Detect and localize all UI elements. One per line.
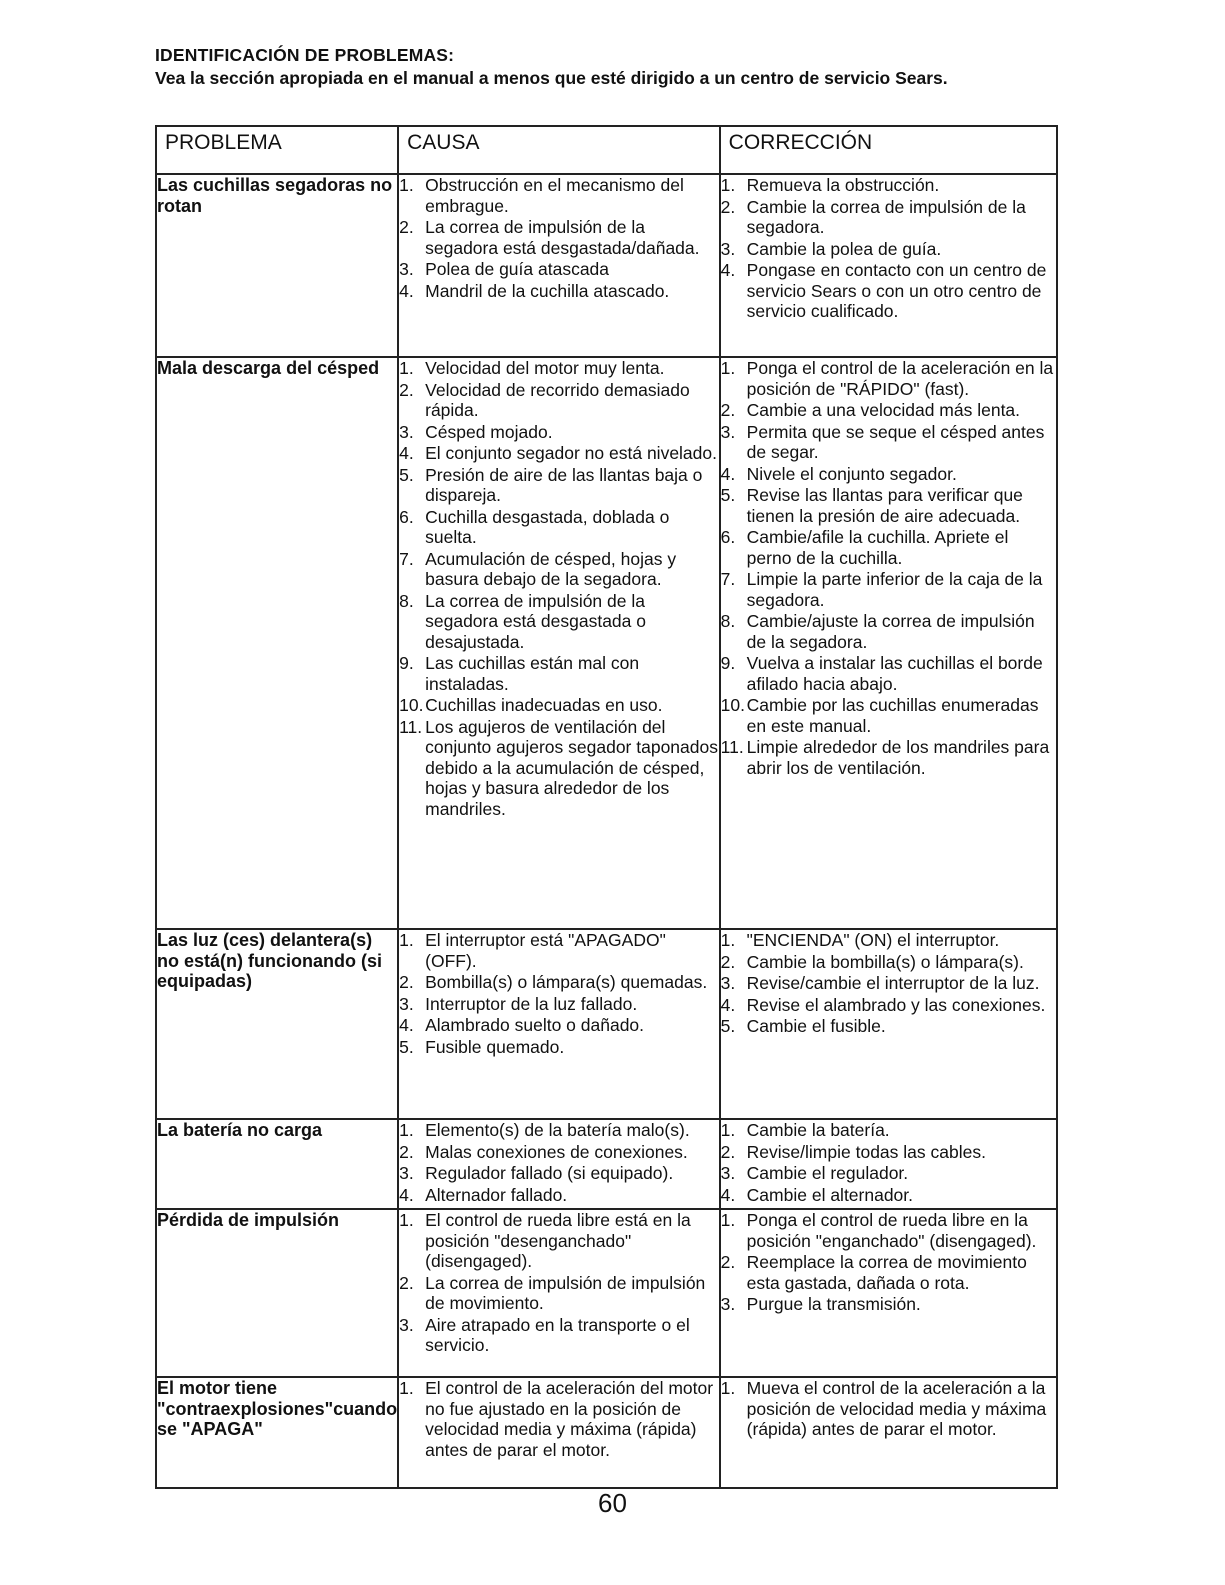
item-number: 2. bbox=[399, 1272, 414, 1293]
item-text: Cambie el regulador. bbox=[746, 1163, 909, 1183]
item-text: Nivele el conjunto segador. bbox=[746, 463, 957, 484]
correction-item bbox=[721, 197, 1056, 238]
item-number: 6. bbox=[720, 527, 736, 547]
item-text: La correa de impulsión de impulsión de movimiento. bbox=[425, 1272, 706, 1313]
item-text: Los agujeros de ventilación del conjunto agujeros segador taponados debido a la acumulación de césped, hojas y basura alrededor de los mandriles. bbox=[425, 716, 718, 819]
item-text: Limpie la parte inferior de la caja de la segadora. bbox=[746, 569, 1043, 610]
item-text: La correa de impulsión de la segadora está desgastada/dañada. bbox=[425, 217, 700, 258]
item-text: Malas conexiones de conexiones. bbox=[425, 1141, 688, 1162]
item-text: Polea de guía atascada bbox=[425, 259, 610, 279]
item-number: 2. bbox=[720, 196, 736, 217]
item-number: 11. bbox=[720, 737, 744, 757]
cause-item bbox=[399, 1163, 719, 1184]
cause-item bbox=[399, 717, 719, 820]
item-number: 4. bbox=[399, 280, 414, 301]
correction-item bbox=[721, 1185, 1056, 1206]
cause-item bbox=[399, 465, 719, 506]
item-text: Cambie/ajuste la correa de impulsión de la segadora. bbox=[746, 611, 1035, 652]
cause-item bbox=[399, 549, 719, 590]
item-number: 1. bbox=[720, 930, 736, 950]
item-number: 10. bbox=[399, 695, 424, 715]
item-text: Vuelva a instalar las cuchillas el borde afilado hacia abajo. bbox=[746, 653, 1043, 694]
table-row bbox=[156, 357, 1057, 929]
item-text: El conjunto segador no está nivelado. bbox=[425, 443, 717, 463]
correction-cell bbox=[720, 1119, 1057, 1209]
correction-item bbox=[721, 737, 1056, 778]
item-text: Acumulación de césped, hojas y basura debajo de la segadora. bbox=[425, 548, 677, 589]
item-text: Fusible quemado. bbox=[425, 1036, 565, 1057]
item-text: Revise el alambrado y las conexiones. bbox=[746, 994, 1046, 1015]
item-text: Cambie la correa de impulsión de la segadora. bbox=[746, 196, 1026, 237]
cause-item bbox=[399, 1037, 719, 1058]
item-text: Cuchillas inadecuadas en uso. bbox=[425, 695, 663, 715]
item-text: El control de rueda libre está en la posición "desenganchado" (disengaged). bbox=[425, 1210, 691, 1271]
item-number: 5. bbox=[399, 464, 414, 485]
item-text: Ponga el control de la aceleración en la posición de "RÁPIDO" (fast). bbox=[746, 358, 1054, 399]
section-subtitle: Vea la sección apropiada en el manual a menos que esté dirigido a un centro de servicio Sears. bbox=[155, 68, 948, 88]
correction-item bbox=[721, 358, 1056, 399]
item-text: Cambie por las cuchillas enumeradas en este manual. bbox=[746, 695, 1039, 736]
item-number: 10. bbox=[720, 695, 745, 715]
page-number: 60 bbox=[598, 1488, 627, 1518]
item-number: 2. bbox=[720, 1141, 736, 1162]
cause-cell bbox=[398, 357, 720, 929]
correction-item bbox=[721, 1378, 1056, 1440]
correction-item bbox=[721, 527, 1056, 568]
cause-item bbox=[399, 1120, 719, 1141]
item-number: 3. bbox=[720, 421, 736, 442]
problem-cell: La batería no carga bbox=[156, 1119, 398, 1209]
item-number: 2. bbox=[720, 400, 736, 420]
problem-cell: Pérdida de impulsión bbox=[156, 1209, 398, 1377]
item-text: Bombilla(s) o lámpara(s) quemadas. bbox=[425, 972, 708, 992]
item-text: Limpie alrededor de los mandriles para abrir los de ventilación. bbox=[746, 737, 1050, 778]
correction-cell bbox=[720, 929, 1057, 1119]
table-row bbox=[156, 1119, 1057, 1209]
table-row bbox=[156, 929, 1057, 1119]
problem-cell: Las cuchillas segadoras no rotan bbox=[156, 174, 398, 357]
correction-item bbox=[721, 400, 1056, 421]
cause-item bbox=[399, 930, 719, 971]
item-number: 1. bbox=[720, 1120, 736, 1140]
cause-item bbox=[399, 1273, 719, 1314]
item-text: Las cuchillas están mal con instaladas. bbox=[425, 653, 640, 694]
cause-item bbox=[399, 972, 719, 993]
item-number: 1. bbox=[399, 1210, 414, 1230]
cause-item bbox=[399, 217, 719, 258]
item-number: 3. bbox=[720, 1294, 736, 1314]
cause-item bbox=[399, 281, 719, 302]
item-text: Cambie la polea de guía. bbox=[746, 238, 942, 259]
item-number: 4. bbox=[399, 443, 414, 463]
correction-item bbox=[721, 239, 1056, 260]
column-header-problema: PROBLEMA bbox=[156, 126, 398, 174]
item-number: 2. bbox=[720, 951, 736, 972]
cause-item bbox=[399, 1185, 719, 1206]
item-text: Interruptor de la luz fallado. bbox=[425, 993, 638, 1014]
cause-item bbox=[399, 380, 719, 421]
correction-item bbox=[721, 695, 1056, 736]
item-text: Revise/cambie el interruptor de la luz. bbox=[746, 973, 1040, 993]
item-number: 4. bbox=[720, 1184, 736, 1205]
cause-item bbox=[399, 591, 719, 653]
item-text: Velocidad del motor muy lenta. bbox=[425, 358, 665, 378]
correction-cell bbox=[720, 1209, 1057, 1377]
item-text: Cambie a una velocidad más lenta. bbox=[746, 400, 1021, 420]
correction-item bbox=[721, 1252, 1056, 1293]
item-text: Cambie el alternador. bbox=[746, 1184, 914, 1205]
item-text: Reemplace la correa de movimiento esta gastada, dañada o rota. bbox=[746, 1252, 1027, 1293]
problem-cell: Mala descarga del césped bbox=[156, 357, 398, 929]
item-number: 3. bbox=[399, 421, 414, 442]
item-number: 1. bbox=[399, 1120, 414, 1140]
item-number: 4. bbox=[720, 463, 736, 484]
item-text: Obstrucción en el mecanismo del embrague. bbox=[425, 175, 684, 216]
item-number: 5. bbox=[399, 1036, 414, 1057]
item-text: Cuchilla desgastada, doblada o suelta. bbox=[425, 506, 670, 547]
item-text: Velocidad de recorrido demasiado rápida. bbox=[425, 379, 690, 420]
item-text: El control de la aceleración del motor no fue ajustado en la posición de velocidad media y máxima (rápida) antes de parar el motor. bbox=[425, 1378, 714, 1460]
cause-item bbox=[399, 1210, 719, 1272]
correction-item bbox=[721, 1210, 1056, 1251]
item-number: 4. bbox=[720, 260, 736, 280]
correction-item bbox=[721, 930, 1056, 951]
correction-item bbox=[721, 569, 1056, 610]
item-number: 3. bbox=[399, 1163, 414, 1183]
item-text: "ENCIENDA" (ON) el interruptor. bbox=[746, 930, 1000, 950]
item-text: Pongase en contacto con un centro de servicio Sears o con un otro centro de servicio cualificado. bbox=[746, 260, 1047, 321]
correction-item bbox=[721, 1120, 1056, 1141]
item-number: 4. bbox=[399, 1184, 414, 1205]
cause-cell bbox=[398, 929, 720, 1119]
item-number: 3. bbox=[399, 259, 414, 279]
item-number: 1. bbox=[399, 1378, 414, 1398]
item-text: Cambie/afile la cuchilla. Apriete el perno de la cuchilla. bbox=[746, 527, 1009, 568]
correction-cell bbox=[720, 357, 1057, 929]
item-number: 5. bbox=[720, 485, 736, 505]
item-number: 2. bbox=[399, 379, 414, 400]
cause-item bbox=[399, 1378, 719, 1460]
item-number: 2. bbox=[399, 1141, 414, 1162]
item-number: 4. bbox=[399, 1015, 414, 1035]
correction-item bbox=[721, 973, 1056, 994]
item-number: 1. bbox=[720, 358, 736, 378]
item-number: 3. bbox=[720, 973, 736, 993]
correction-item bbox=[721, 260, 1056, 322]
table-header-row bbox=[156, 126, 1057, 174]
item-number: 6. bbox=[399, 506, 414, 527]
correction-cell bbox=[720, 1377, 1057, 1488]
item-number: 3. bbox=[399, 993, 414, 1014]
section-title: IDENTIFICACIÓN DE PROBLEMAS: bbox=[155, 45, 455, 65]
correction-item bbox=[721, 175, 1056, 196]
item-text: Revise las llantas para verificar que tienen la presión de aire adecuada. bbox=[746, 485, 1023, 526]
item-text: Cambie el fusible. bbox=[746, 1016, 886, 1036]
item-number: 4. bbox=[720, 994, 736, 1015]
item-text: Césped mojado. bbox=[425, 421, 553, 442]
item-text: Cambie la bombilla(s) o lámpara(s). bbox=[746, 951, 1024, 972]
item-number: 11. bbox=[399, 716, 423, 737]
cause-cell bbox=[398, 174, 720, 357]
item-text: Purgue la transmisión. bbox=[746, 1294, 921, 1314]
cause-item bbox=[399, 358, 719, 379]
cause-item bbox=[399, 422, 719, 443]
item-number: 1. bbox=[399, 175, 414, 195]
item-text: Presión de aire de las llantas baja o dispareja. bbox=[425, 464, 703, 505]
item-number: 3. bbox=[399, 1314, 414, 1335]
item-number: 1. bbox=[399, 358, 414, 378]
cause-item bbox=[399, 1142, 719, 1163]
item-text: Revise/limpie todas las cables. bbox=[746, 1141, 986, 1162]
item-number: 3. bbox=[720, 238, 736, 259]
item-number: 8. bbox=[399, 590, 414, 611]
item-text: Elemento(s) de la batería malo(s). bbox=[425, 1120, 690, 1140]
cause-item bbox=[399, 1315, 719, 1356]
correction-item bbox=[721, 952, 1056, 973]
item-number: 2. bbox=[399, 217, 414, 237]
item-number: 3. bbox=[720, 1163, 736, 1183]
item-text: Ponga el control de rueda libre en la posición "enganchado" (disengaged). bbox=[746, 1210, 1037, 1251]
correction-item bbox=[721, 653, 1056, 694]
item-number: 9. bbox=[399, 653, 414, 673]
correction-item bbox=[721, 464, 1056, 485]
item-number: 7. bbox=[399, 548, 414, 569]
item-text: El interruptor está "APAGADO" (OFF). bbox=[425, 930, 666, 971]
item-text: Permita que se seque el césped antes de segar. bbox=[746, 421, 1045, 462]
item-text: Cambie la batería. bbox=[746, 1120, 890, 1140]
correction-item bbox=[721, 485, 1056, 526]
correction-item bbox=[721, 1294, 1056, 1315]
item-text: Mandril de la cuchilla atascado. bbox=[425, 280, 670, 301]
correction-item bbox=[721, 1016, 1056, 1037]
item-number: 1. bbox=[720, 175, 736, 195]
item-number: 1. bbox=[720, 1210, 736, 1230]
item-text: Regulador fallado (si equipado). bbox=[425, 1163, 674, 1183]
cause-item bbox=[399, 1015, 719, 1036]
cause-cell bbox=[398, 1119, 720, 1209]
item-text: Alternador fallado. bbox=[425, 1184, 568, 1205]
problem-cell: Las luz (ces) delantera(s) no está(n) funcionando (si equipadas) bbox=[156, 929, 398, 1119]
item-number: 2. bbox=[720, 1252, 736, 1272]
troubleshooting-table bbox=[155, 125, 1058, 1489]
table-row bbox=[156, 174, 1057, 357]
table-row bbox=[156, 1209, 1057, 1377]
correction-item bbox=[721, 611, 1056, 652]
item-text: Remueva la obstrucción. bbox=[746, 175, 940, 195]
column-header-causa: CAUSA bbox=[398, 126, 720, 174]
item-text: La correa de impulsión de la segadora está desgastada o desajustada. bbox=[425, 590, 646, 652]
item-text: Aire atrapado en la transporte o el servicio. bbox=[425, 1314, 690, 1355]
cause-item bbox=[399, 653, 719, 694]
item-text: Mueva el control de la aceleración a la posición de velocidad media y máxima (rápida) antes de parar el motor. bbox=[746, 1378, 1047, 1439]
cause-item bbox=[399, 994, 719, 1015]
cause-item bbox=[399, 443, 719, 464]
item-text: Alambrado suelto o dañado. bbox=[425, 1015, 645, 1035]
correction-cell bbox=[720, 174, 1057, 357]
cause-item bbox=[399, 175, 719, 216]
cause-item bbox=[399, 507, 719, 548]
column-header-correccion: CORRECCIÓN bbox=[720, 126, 1057, 174]
item-number: 8. bbox=[720, 611, 736, 631]
table-row bbox=[156, 1377, 1057, 1488]
item-number: 1. bbox=[720, 1378, 736, 1398]
cause-item bbox=[399, 259, 719, 280]
cause-cell bbox=[398, 1209, 720, 1377]
item-number: 1. bbox=[399, 930, 414, 950]
correction-item bbox=[721, 422, 1056, 463]
item-number: 5. bbox=[720, 1016, 736, 1036]
item-number: 7. bbox=[720, 569, 736, 589]
problem-cell: El motor tiene "contraexplosiones"cuando se "APAGA" bbox=[156, 1377, 398, 1488]
correction-item bbox=[721, 1163, 1056, 1184]
correction-item bbox=[721, 1142, 1056, 1163]
item-number: 2. bbox=[399, 972, 414, 992]
cause-cell bbox=[398, 1377, 720, 1488]
item-number: 9. bbox=[720, 653, 736, 673]
cause-item bbox=[399, 695, 719, 716]
correction-item bbox=[721, 995, 1056, 1016]
page-header bbox=[155, 44, 1055, 90]
